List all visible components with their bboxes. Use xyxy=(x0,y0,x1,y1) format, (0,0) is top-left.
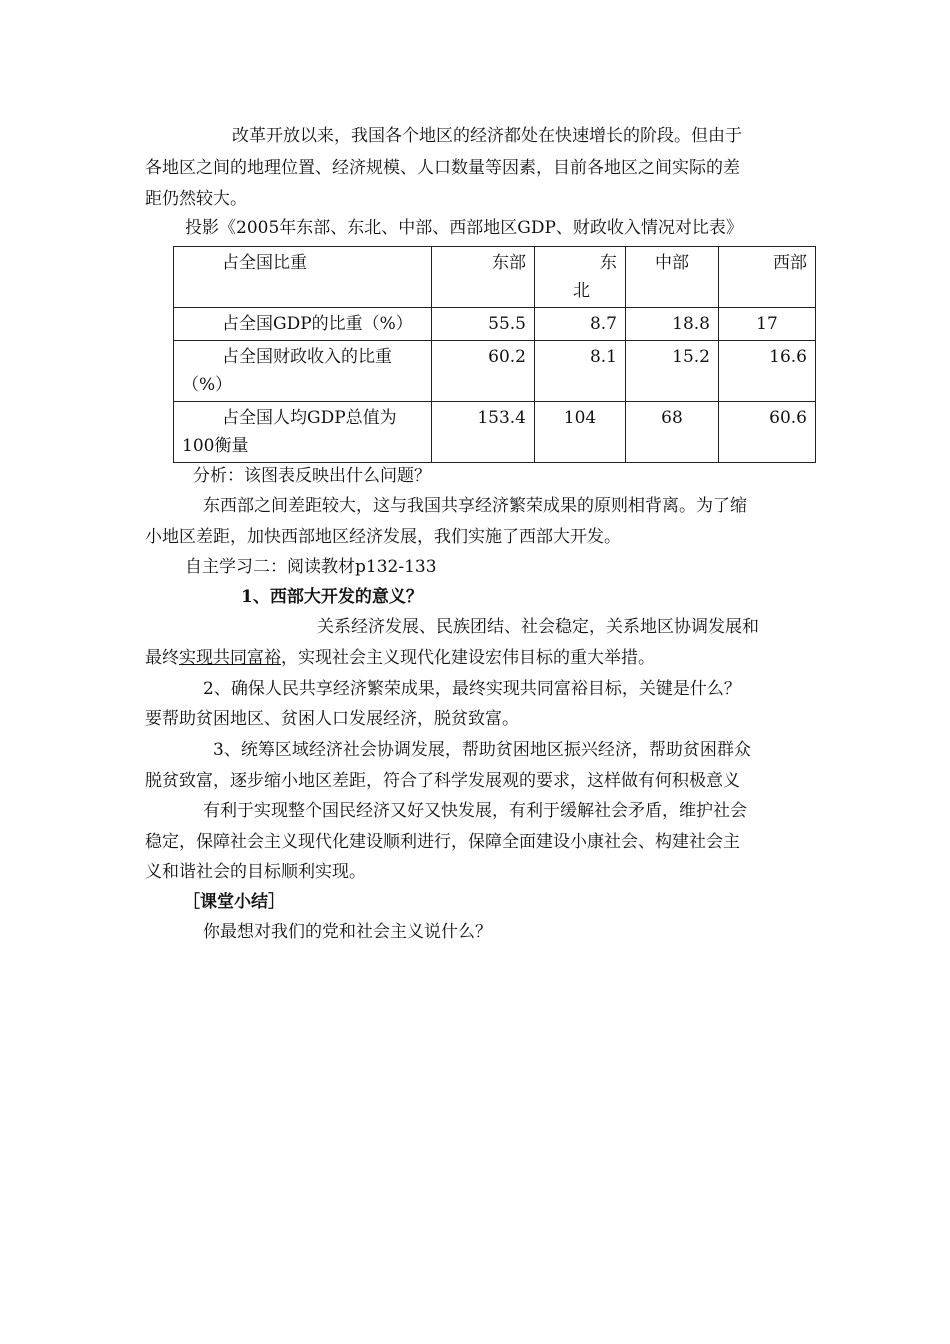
q1-answer-2-post: ，实现社会主义现代化建设宏伟目标的重大举措。 xyxy=(281,648,655,668)
intro-line-2: 各地区之间的地理位置、经济规模、人口数量等因素，目前各地区之间实际的差 xyxy=(145,158,740,178)
cell-northeast: 8.7 xyxy=(535,308,626,341)
header-label: 占全国比重 xyxy=(222,253,307,273)
row-label: 占全国GDP的比重（%） xyxy=(222,314,413,334)
comparison-table xyxy=(173,246,816,463)
table-header-row xyxy=(174,247,816,308)
row-label-cell xyxy=(174,308,432,341)
header-west xyxy=(719,247,816,308)
header-northeast xyxy=(535,247,626,308)
q3-answer-2: 稳定，保障社会主义现代化建设顺利进行，保障全面建设小康社会、构建社会主 xyxy=(145,832,740,852)
cell-central: 15.2 xyxy=(626,341,719,402)
analysis-answer-1: 东西部之间差距较大，这与我国共享经济繁荣成果的原则相背离。为了缩 xyxy=(203,496,747,516)
analysis-question: 分析：该图表反映出什么问题？ xyxy=(193,466,431,486)
row-label-cell xyxy=(174,341,432,402)
q1-title: 1、西部大开发的意义？ xyxy=(241,587,423,607)
cell-east: 60.2 xyxy=(432,341,535,402)
header-east-text: 东部 xyxy=(492,253,526,273)
row-label-cont: 100衡量 xyxy=(182,436,249,456)
header-northeast-2: 北 xyxy=(573,281,590,301)
q3-answer-1: 有利于实现整个国民经济又好又快发展，有利于缓解社会矛盾，维护社会 xyxy=(203,801,747,821)
cell-central: 18.8 xyxy=(626,308,719,341)
row-label: 占全国财政收入的比重 xyxy=(222,347,392,367)
analysis-answer-2: 小地区差距，加快西部地区经济发展，我们实施了西部大开发。 xyxy=(145,527,621,547)
header-northeast-1: 东 xyxy=(600,253,617,273)
table-row xyxy=(174,402,816,463)
row-label-cell xyxy=(174,402,432,463)
q2-title: 2、确保人民共享经济繁荣成果，最终实现共同富裕目标，关键是什么？ xyxy=(203,679,741,699)
cell-east: 153.4 xyxy=(432,402,535,463)
table-row xyxy=(174,341,816,402)
cell-east: 55.5 xyxy=(432,308,535,341)
header-label-cell xyxy=(174,247,432,308)
intro-line-3: 距仍然较大。 xyxy=(145,189,247,209)
cell-northeast: 8.1 xyxy=(535,341,626,402)
q2-answer: 要帮助贫困地区、贫困人口发展经济，脱贫致富。 xyxy=(145,709,519,729)
q1-answer-underlined: 实现共同富裕 xyxy=(179,648,281,668)
cell-west: 17 xyxy=(719,308,816,341)
row-label: 占全国人均GDP总值为 xyxy=(222,408,397,428)
q1-answer-2-pre: 最终 xyxy=(145,648,179,668)
cell-west: 60.6 xyxy=(719,402,816,463)
header-central-text: 中部 xyxy=(655,253,689,273)
header-central xyxy=(626,247,719,308)
cell-northeast: 104 xyxy=(535,402,626,463)
header-east xyxy=(432,247,535,308)
q3-title-1: 3、统筹区域经济社会协调发展，帮助贫困地区振兴经济，帮助贫困群众 xyxy=(213,740,751,760)
cell-central: 68 xyxy=(626,402,719,463)
self-study-heading: 自主学习二：阅读教材p132-133 xyxy=(185,557,437,577)
header-west-text: 西部 xyxy=(773,253,807,273)
q1-answer-2 xyxy=(145,648,655,668)
table-row xyxy=(174,308,816,341)
summary-heading: ［课堂小结］ xyxy=(183,892,285,912)
summary-question: 你最想对我们的党和社会主义说什么？ xyxy=(203,922,492,942)
q3-answer-3: 义和谐社会的目标顺利实现。 xyxy=(145,862,366,882)
intro-line-1: 改革开放以来，我国各个地区的经济都处在快速增长的阶段。但由于 xyxy=(232,126,742,146)
projection-caption: 投影《2005年东部、东北、中部、西部地区GDP、财政收入情况对比表》 xyxy=(185,218,743,238)
cell-west: 16.6 xyxy=(719,341,816,402)
q3-title-2: 脱贫致富，逐步缩小地区差距，符合了科学发展观的要求，这样做有何积极意义 xyxy=(145,771,740,791)
q1-answer-1: 关系经济发展、民族团结、社会稳定，关系地区协调发展和 xyxy=(317,617,759,637)
row-label-cont: （%） xyxy=(182,375,233,395)
